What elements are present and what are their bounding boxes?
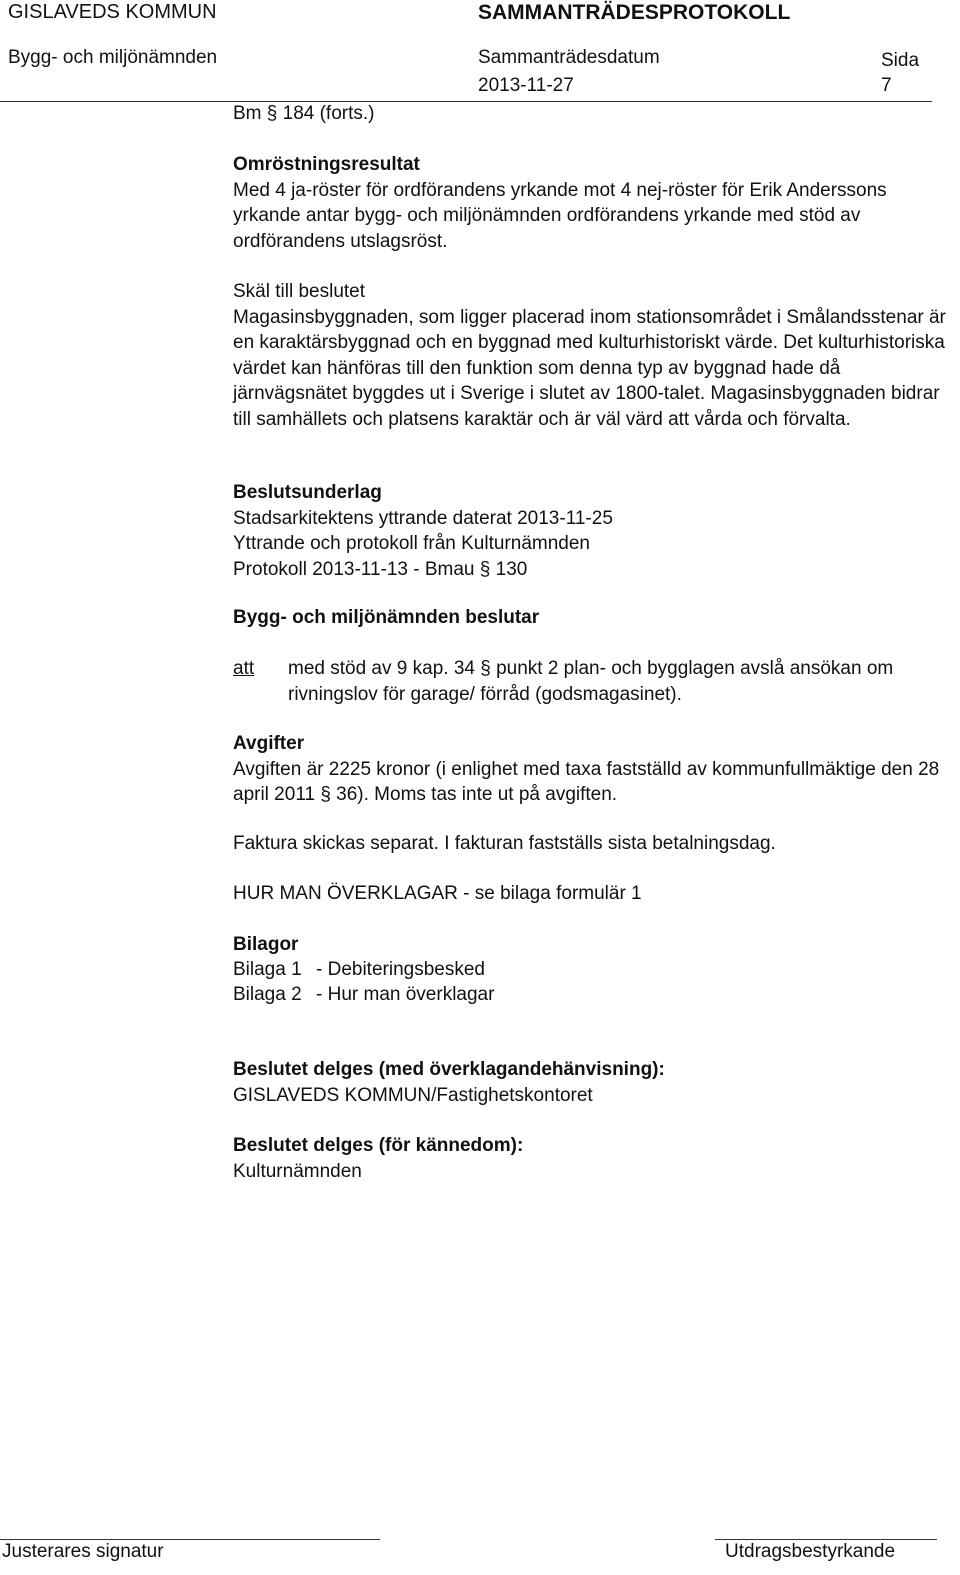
distribution-appeal-recipient: GISLAVEDS KOMMUN/Fastighetskontoret [233,1084,593,1106]
basis-item: Yttrande och protokoll från Kulturnämnden [233,533,590,554]
attachment-description: - Hur man överklagar [316,984,495,1005]
decision-text: med stöd av 9 kap. 34 § punkt 2 plan- och bygglagen avslå ansökan om rivningslov för garage/ förråd (godsmagasinet). [288,658,894,705]
date-label: Sammanträdesdatum [478,47,660,68]
distribution-info-heading: Beslutet delges (för kännedom): [233,1135,524,1156]
date-value: 2013-11-27 [478,75,574,96]
certification-label: Utdragsbestyrkande [725,1541,896,1562]
fees-section [233,731,955,808]
distribution-info-section [233,1133,955,1184]
page-number: 7 [881,75,892,96]
distribution-info-recipient: Kulturnämnden [233,1160,362,1182]
fees-text: Avgiften är 2225 kronor (i enlighet med taxa fastställd av kommunfullmäktige den 28 april 2011 § 36). Moms tas inte ut på avgiften. [233,758,940,805]
decision-marker: att [233,658,255,679]
section-reference: Bm § 184 (forts.) [233,103,375,124]
reasons-section [233,279,955,432]
invoice-note: Faktura skickas separat. I fakturan fastställs sista betalningsdag. [233,833,776,854]
decision-heading-block [233,605,955,631]
fees-heading: Avgifter [233,733,305,754]
page-label: Sida [881,50,920,71]
signature-label: Justerares signatur [2,1541,164,1562]
basis-section [233,480,955,582]
vote-text: Med 4 ja-röster för ordförandens yrkande mot 4 nej-röster för Erik Anderssons yrkande antar bygg- och miljönämnden ordförandens yrkande med stöd av ordförandens utslagsröst. [233,179,887,252]
footer-divider-right [715,1539,937,1540]
attachment-description: - Debiteringsbesked [316,959,485,980]
distribution-appeal-section [233,1057,955,1108]
vote-heading: Omröstningsresultat [233,154,420,175]
header-divider [0,101,932,102]
reasons-text: Magasinsbyggnaden, som ligger placerad inom stationsområdet i Smålandsstenar är en karaktärsbyggnad och en byggnad med kulturhistoriskt värde. Det kulturhistoriska värdet kan hänföras till den funktion som denna typ av byggnad hade då järnvägsnätet byggdes ut i Sverige i slutet av 1800-talet. Magasinsbyggnaden bidrar till samhällets och platsens karaktär och är väl värd att vårda och förvalta. [233,306,946,430]
decision-heading: Bygg- och miljönämnden beslutar [233,607,540,628]
attachments-heading: Bilagor [233,934,299,955]
vote-section [233,152,955,254]
attachment-label: Bilaga 1 [233,959,302,980]
appeal-note: HUR MAN ÖVERKLAGAR - se bilaga formulär 1 [233,883,642,904]
attachments-section [233,932,955,958]
basis-item: Stadsarkitektens yttrande daterat 2013-11-25 [233,507,613,529]
attachment-label: Bilaga 2 [233,984,302,1005]
footer-divider-left [0,1539,380,1540]
basis-heading: Beslutsunderlag [233,482,382,503]
committee-name: Bygg- och miljönämnden [8,47,218,68]
org-name: GISLAVEDS KOMMUN [8,1,217,23]
basis-item: Protokoll 2013-11-13 - Bmau § 130 [233,558,528,580]
distribution-appeal-heading: Beslutet delges (med överklagandehänvisning): [233,1059,665,1080]
reasons-heading: Skäl till beslutet [233,281,366,302]
document-type: SAMMANTRÄDESPROTOKOLL [478,1,791,24]
